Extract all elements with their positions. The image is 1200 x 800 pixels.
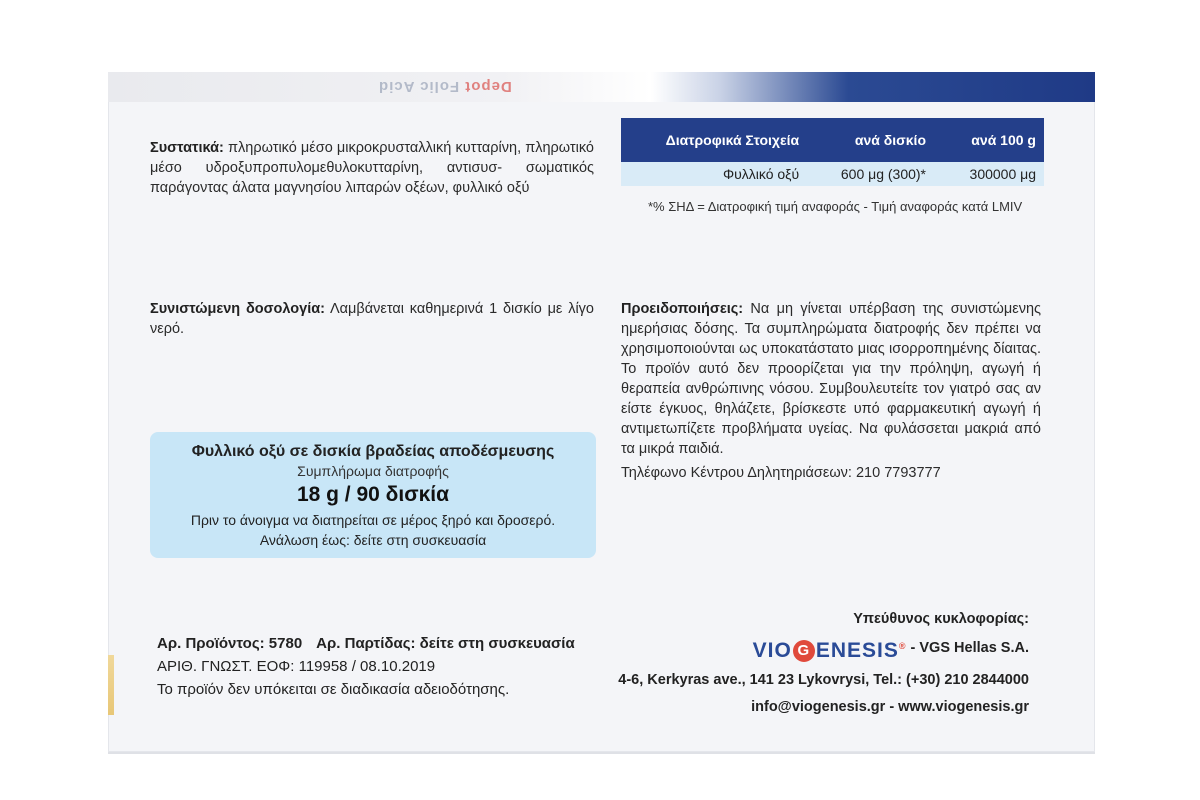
eof-registration: ΑΡΙΘ. ΓΝΩΣΤ. ΕΟΦ: 119958 / 08.10.2019 (157, 658, 436, 675)
nutrition-header-nutrient: Διατροφικά Στοιχεία (621, 118, 807, 162)
company-contact: info@viogenesis.gr - www.viogenesis.gr (751, 699, 1029, 715)
company-address: 4-6, Kerkyras ave., 141 23 Lykovrysi, Tel.: (+30) 210 2844000 (618, 672, 1029, 688)
licensing-note: Το προϊόν δεν υπόκειται σε διαδικασία αδειοδότησης. (157, 681, 510, 698)
g-circle-icon: G (793, 640, 815, 662)
flap-accent-text: Depot (464, 78, 512, 95)
product-quantity: 18 g / 90 δισκία (296, 483, 450, 506)
nutrition-footnote: *% ΣΗΔ = Διατροφική τιμή αναφοράς - Τιμή αναφοράς κατά LMIV (648, 199, 1023, 214)
storage-instructions: Πριν το άνοιγμα να διατηρείται σε μέρος ξηρό και δροσερό. (190, 512, 556, 528)
warnings-paragraph (621, 299, 1041, 459)
poison-center-phone: Τηλέφωνο Κέντρου Δηλητηριάσεων: 210 7793777 (621, 465, 941, 481)
flap-mirrored-text (378, 78, 512, 95)
ingredients-paragraph (150, 138, 594, 198)
dosage-label: Συνιστώμενη δοσολογία: (150, 301, 325, 317)
dosage-paragraph (150, 299, 594, 339)
product-title: Φυλλικό οξύ σε δισκία βραδείας αποδέσμευσης (191, 443, 555, 460)
brand-line (753, 633, 1029, 664)
regulatory-info (157, 632, 575, 701)
package-top-flap (108, 72, 1095, 102)
product-subtitle: Συμπλήρωμα διατροφής (297, 463, 449, 479)
warnings-label: Προειδοποιήσεις: (621, 301, 744, 317)
company-info (618, 606, 1029, 721)
company-name: - VGS Hellas S.A. (910, 640, 1029, 656)
flap-main-text: Folic Acid (378, 78, 460, 95)
ingredients-label: Συστατικά: (150, 140, 224, 156)
expiry-note: Ανάλωση έως: δείτε στη συσκευασία (259, 532, 487, 548)
warnings-text: Να μη γίνεται υπέρβαση της συνιστώμενης ημερήσιας δόσης. Τα συμπληρώματα διατροφής δεν πρέπει να χρησιμοποιούνται ως υποκατάστατο μιας ισορροπημένης δίαιτας. Το προϊόν αυτό δεν προορίζεται για την πρόληψη, αγωγή ή θεραπεία ανθρώπινης νόσου. Συμβουλευτείτε τον γιατρό σας αν είστε έγκυος, θηλάζετε, βρίσκεστε υπό φαρμακευτική αγωγή ή αντιμετωπίζετε προβλήματα υγείας. Να φυλάσσεται μακριά από τα μικρά παιδιά. (621, 301, 1041, 457)
responsible-label: Υπεύθυνος κυκλοφορίας: (853, 611, 1029, 627)
package-side-edge (108, 655, 114, 715)
batch-number: Αρ. Παρτίδας: δείτε στη συσκευασία (316, 635, 575, 652)
product-number: Αρ. Προϊόντος: 5780 (157, 635, 303, 652)
viogenesis-logo: VIO G ENESIS® (752, 639, 907, 662)
nutrient-per-tablet: 600 μg (300)* (807, 162, 934, 186)
table-row (621, 162, 1044, 186)
nutrient-per-100g: 300000 μg (934, 162, 1044, 186)
ingredients-text: πληρωτικό μέσο μικροκρυσταλλική κυτταρίνη, πληρωτικό μέσο υδροξυπροπυλομεθυλοκυτταρίνη, αντισυσ- σωματικός παράγοντας άλατα μαγνησίου λιπαρών οξέων, φυλλικό οξύ (150, 140, 594, 196)
nutrition-table (621, 118, 1044, 186)
nutrition-header-per-100g: ανά 100 g (934, 118, 1044, 162)
nutrition-header-row (621, 118, 1044, 162)
nutrient-name: Φυλλικό οξύ (621, 162, 807, 186)
nutrition-header-per-tablet: ανά δισκίο (807, 118, 934, 162)
product-info-box (150, 432, 596, 558)
dosage-text: Λαμβάνεται καθημερινά 1 δισκίο με λίγο νερό. (150, 301, 594, 337)
